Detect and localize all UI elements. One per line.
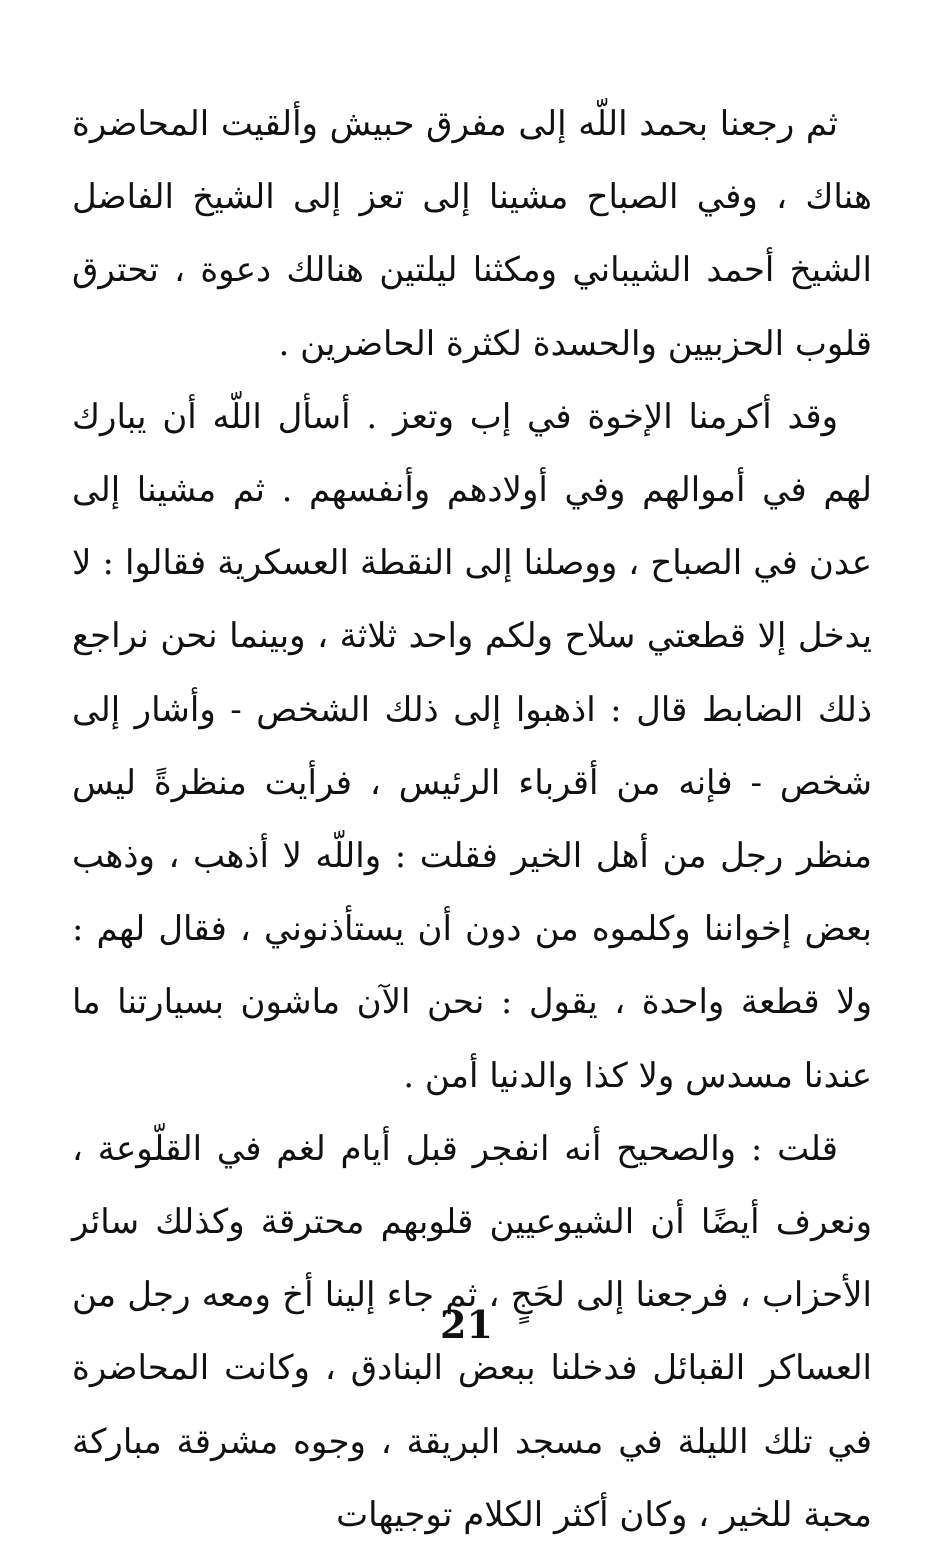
paragraph-1: ثم رجعنا بحمد اللّه إلى مفرق حبيش وألقيت المحاضرة هناك ، وفي الصباح مشينا إلى تعز إلى الشيخ الفاضل الشيخ أحمد الشيباني ومكثنا ليلتين هنالك دعوة ، تحترق قلوب الحزبيين والحسدة لكثرة الحاضرين .: [72, 104, 872, 364]
paragraph-3: قلت : والصحيح أنه انفجر قبل أيام لغم في القلّوعة ، ونعرف أيضًا أن الشيوعيين قلوبهم محترقة وكذلك سائر الأحزاب ، فرجعنا إلى لحَجٍ ، ثم جاء إلينا أخ ومعه رجل من العساكر القبائل فدخلنا ببعض البنادق ، وكانت المحاضرة في تلك الليلة في مسجد البريقة ، وجوه مشرقة مباركة محبة للخير ، وكان أكثر الكلام توجيهات: [72, 1128, 872, 1535]
page-number: 21: [440, 1302, 493, 1347]
paragraph-2: وقد أكرمنا الإخوة في إب وتعز . أسأل اللّه أن يبارك لهم في أموالهم وفي أولادهم وأنفسهم . ثم مشينا إلى عدن في الصباح ، ووصلنا إلى النقطة العسكرية فقالوا : لا يدخل إلا قطعتي سلاح ولكم واحد ثلاثة ، وبينما نحن نراجع ذلك الضابط قال : اذهبوا إلى ذلك الشخص - وأشار إلى شخص - فإنه من أقرباء الرئيس ، فرأيت منظرةً ليس منظر رجل من أهل الخير فقلت : واللّه لا أذهب ، وذهب بعض إخواننا وكلموه من دون أن يستأذنوني ، فقال لهم : ولا قطعة واحدة ، يقول : نحن الآن ماشون بسيارتنا ما عندنا مسدس ولا كذا والدنيا أمن .: [72, 396, 872, 1096]
